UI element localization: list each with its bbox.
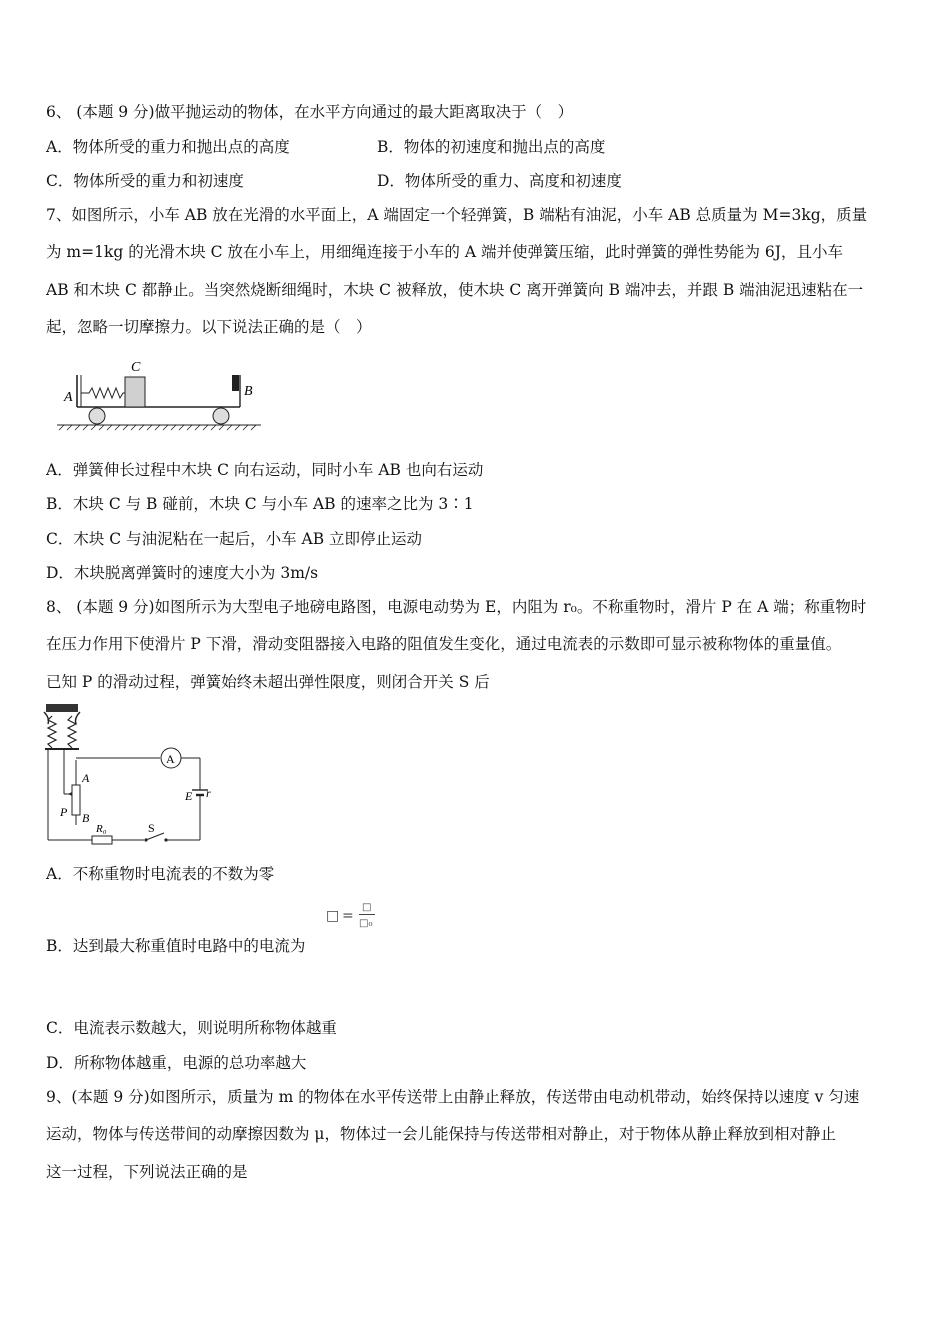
- q8-ammeter-label: A: [166, 752, 175, 766]
- q6-option-d: D．物体所受的重力、高度和初速度: [377, 172, 622, 190]
- q7-option-d: D．木块脱离弹簧时的速度大小为 3m/s: [46, 564, 319, 582]
- q6-option-b: B．物体的初速度和抛出点的高度: [377, 138, 606, 156]
- q7-label-c: C: [131, 360, 141, 375]
- q9-stem-line-3: 这一过程，下列说法正确的是: [46, 1163, 248, 1181]
- q8-stem-line-1: 8、 (本题 9 分)如图所示为大型电子地磅电路图，电源电动势为 E，内阻为 r₀。不称重物时，滑片 P 在 A 端；称重物时: [46, 598, 867, 616]
- q7-label-a: A: [64, 390, 73, 405]
- q8-label-e: E: [185, 789, 193, 803]
- q8-option-c: C．电流表示数越大，则说明所称物体越重: [46, 1019, 337, 1037]
- q8-option-d: D．所称物体越重，电源的总功率越大: [46, 1054, 307, 1072]
- q9-stem-line-2: 运动，物体与传送带间的动摩擦因数为 μ，物体过一会儿能保持与传送带相对静止，对于物体从静止释放到相对静止: [46, 1125, 837, 1143]
- q8-option-b: B．达到最大称重值时电路中的电流为: [46, 937, 306, 955]
- q8-label-r: r: [206, 786, 211, 800]
- q7-cart-figure: [55, 355, 265, 435]
- q8-label-a: A: [82, 771, 90, 785]
- q7-stem-line-4: 起，忽略一切摩擦力。以下说法正确的是（ ）: [46, 318, 372, 336]
- q7-label-b: B: [244, 384, 253, 399]
- q6-stem: 6、 (本题 9 分)做平抛运动的物体，在水平方向通过的最大距离取决于（ ）: [46, 103, 574, 121]
- q8-label-s: S: [148, 821, 155, 835]
- q8-label-b: B: [82, 811, 90, 825]
- q8-option-a: A．不称重物时电流表的不数为零: [46, 865, 275, 883]
- q7-option-c: C．木块 C 与油泥粘在一起后，小车 AB 立即停止运动: [46, 530, 423, 548]
- q8-circuit-figure: [40, 700, 220, 850]
- q7-stem-line-3: AB 和木块 C 都静止。当突然烧断细绳时，木块 C 被释放，使木块 C 离开弹簧向 B 端冲去，并跟 B 端油泥迅速粘在一: [46, 281, 864, 299]
- q6-option-c: C．物体所受的重力和初速度: [46, 172, 244, 190]
- q7-option-b: B．木块 C 与 B 碰前，木块 C 与小车 AB 的速率之比为 3∶1: [46, 495, 474, 513]
- q8-label-r0: R₀: [96, 823, 107, 835]
- q7-option-a: A．弹簧伸长过程中木块 C 向右运动，同时小车 AB 也向右运动: [46, 461, 484, 479]
- q7-stem-line-1: 7、如图所示，小车 AB 放在光滑的水平面上，A 端固定一个轻弹簧，B 端粘有油泥，小车 AB 总质量为 M=3kg，质量: [46, 206, 868, 224]
- q8-stem-line-2: 在压力作用下使滑片 P 下滑，滑动变阻器接入电路的阻值发生变化，通过电流表的示数即可显示被称物体的重量值。: [46, 635, 842, 653]
- q7-stem-line-2: 为 m=1kg 的光滑木块 C 放在小车上，用细绳连接于小车的 A 端并使弹簧压缩，此时弹簧的弹性势能为 6J，且小车: [46, 243, 843, 261]
- q6-option-a: A．物体所受的重力和抛出点的高度: [46, 138, 290, 156]
- q8-label-p: P: [60, 805, 68, 819]
- q9-stem-line-1: 9、(本题 9 分)如图所示，质量为 m 的物体在水平传送带上由静止释放，传送带由电动机带动，始终保持以速度 v 匀速: [46, 1088, 860, 1106]
- q8-stem-line-3: 已知 P 的滑动过程，弹簧始终未超出弹性限度，则闭合开关 S 后: [46, 673, 490, 691]
